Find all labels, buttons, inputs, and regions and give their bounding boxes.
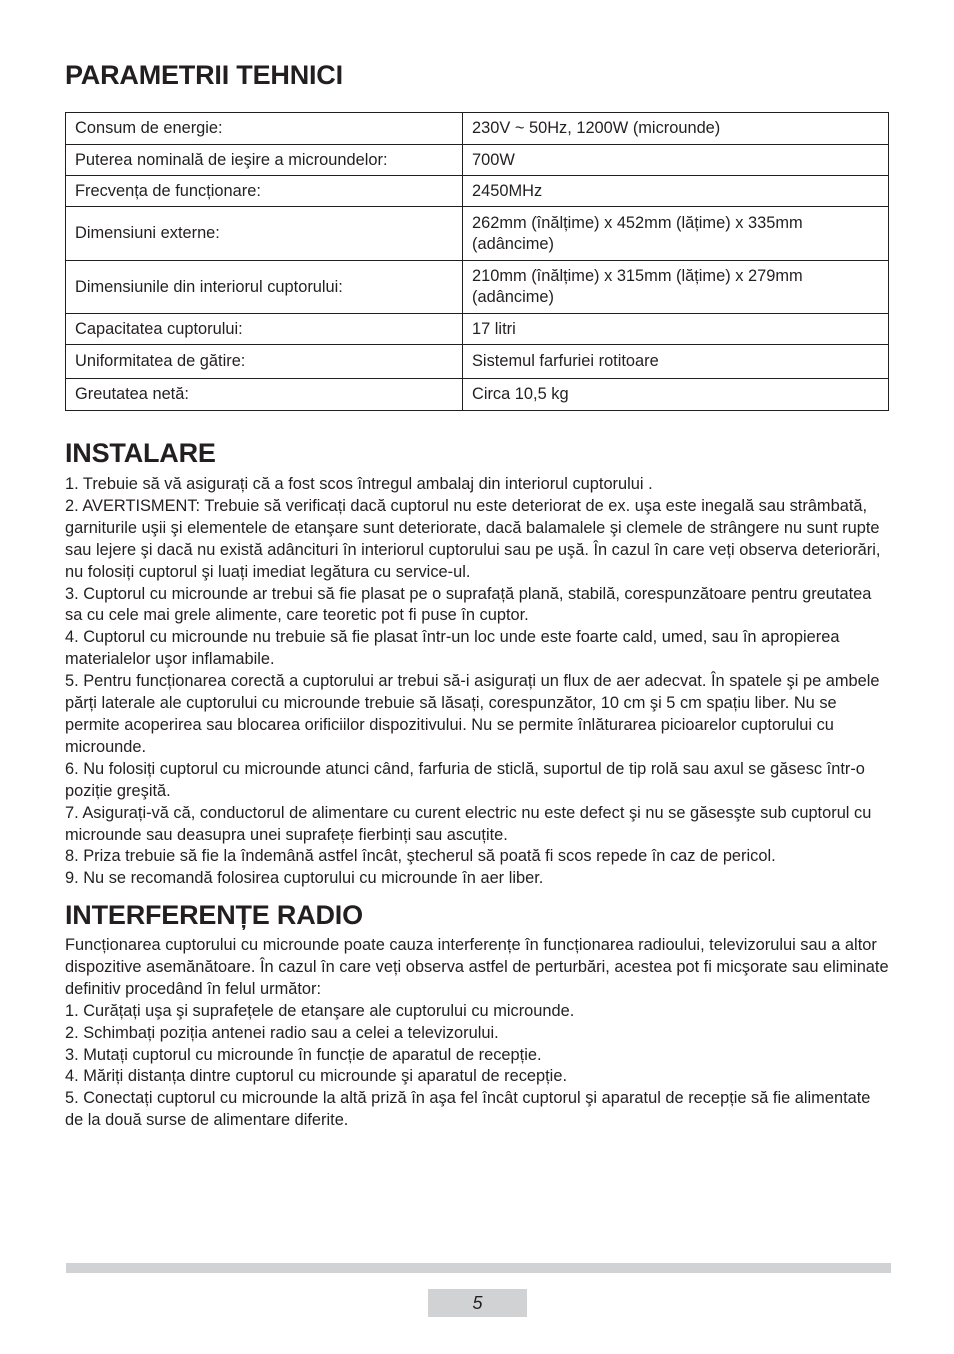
- spec-value: Sistemul farfuriei rotitoare: [463, 345, 889, 379]
- table-row: [66, 176, 889, 207]
- table-row: [66, 145, 889, 176]
- table-row: [66, 379, 889, 411]
- list-item: 4. Cuptorul cu microunde nu trebuie să fie plasat într-un loc unde este foarte cald, umed, sau în apropierea materialelor uşor inflamabile.: [65, 628, 840, 669]
- radio-section: [65, 935, 889, 1132]
- list-item: 4. Măriți distanța dintre cuptorul cu microunde şi aparatul de recepție.: [65, 1067, 567, 1086]
- list-item: 5. Pentru funcționarea corectă a cuptorului ar trebui să-i asigurați un flux de aer adecvat. În spatele şi pe ambele părți laterale ale cuptorului cu microunde trebuie să lăsați, corespunzător, 10 cm şi 5 cm spațiu liber. Nu se permite acoperirea sau blocarea orificiilor dispozitivului. Nu se permite înlăturarea picioarelor cuptorului cu microunde.: [65, 672, 880, 756]
- tech-specs-table: [65, 112, 889, 411]
- list-item: 6. Nu folosiți cuptorul cu microunde atunci când, farfuria de sticlă, suportul de tip rolă sau axul se găsesc într-o poziție greşită.: [65, 759, 865, 800]
- spec-key: Frecvența de funcționare:: [66, 176, 463, 207]
- radio-intro: Funcționarea cuptorului cu microunde poate cauza interferențe în funcționarea radioului, televizorului sau a altor dispozitive asemănătoare. În cazul în care veți observa astfel de perturbări, acestea pot fi micşorate sau eliminate definitiv procedând în felul următor:: [65, 936, 889, 998]
- spec-key: Puterea nominală de ieşire a microundelor:: [66, 145, 463, 176]
- spec-value: Circa 10,5 kg: [463, 379, 889, 411]
- table-row: [66, 314, 889, 345]
- list-item: 2. Schimbați poziția antenei radio sau a celei a televizorului.: [65, 1023, 499, 1042]
- spec-value: 17 litri: [463, 314, 889, 345]
- list-item: 3. Mutați cuptorul cu microunde în funcție de aparatul de recepție.: [65, 1045, 542, 1064]
- spec-value: 210mm (înălțime) x 315mm (lățime) x 279mm (adâncime): [463, 261, 889, 314]
- list-item: 3. Cuptorul cu microunde ar trebui să fie plasat pe o suprafață plană, stabilă, corespunzătoare pentru greutatea sa cu cele mai grele alimente, care teoretic pot fi puse în cuptor.: [65, 584, 872, 625]
- list-item: 7. Asigurați-vă că, conductorul de alimentare cu curent electric nu este defect şi nu se găsesşte sub cuptorul cu microunde sau deasupra unei suprafețe fierbinți sau ascuțite.: [65, 803, 872, 844]
- list-item: 8. Priza trebuie să fie la îndemână astfel încât, ştecherul să poată fi scos repede în caz de pericol.: [65, 847, 776, 866]
- spec-key: Dimensiuni externe:: [66, 207, 463, 261]
- table-row: [66, 207, 889, 261]
- spec-value: 700W: [463, 145, 889, 176]
- spec-value: 262mm (înălțime) x 452mm (lățime) x 335mm (adâncime): [463, 207, 889, 261]
- radio-heading: INTERFERENȚE RADIO: [65, 900, 363, 930]
- table-row: [66, 345, 889, 379]
- tech-heading: PARAMETRII TEHNICI: [65, 60, 343, 90]
- spec-value: 2450MHz: [463, 176, 889, 207]
- spec-key: Capacitatea cuptorului:: [66, 314, 463, 345]
- list-item: 2. AVERTISMENT: Trebuie să verificați dacă cuptorul nu este deteriorat de ex. uşa este inegală sau strâmbată, garniturile uşii şi elementele de etanşare sunt deteriorate, dacă balamalele şi clemele de strângere nu sunt rupte sau lejere şi dacă nu există adâncituri în interiorul cuptorului sau pe uşă. În cazul în care veți observa deteriorări, nu folosiți cuptorul şi luați imediat legătura cu service-ul.: [65, 496, 881, 581]
- page-number: 5: [428, 1289, 527, 1317]
- list-item: 1. Curățați uşa şi suprafețele de etanşare ale cuptorului cu microunde.: [65, 1001, 575, 1020]
- spec-value: 230V ~ 50Hz, 1200W (microunde): [463, 113, 889, 145]
- table-row: [66, 113, 889, 145]
- spec-key: Greutatea netă:: [66, 379, 463, 411]
- list-item: 5. Conectați cuptorul cu microunde la altă priză în aşa fel încât cuptorul şi aparatul de recepție să fie alimentate de la două surse de alimentare diferite.: [65, 1089, 871, 1130]
- install-list: [65, 474, 889, 890]
- spec-key: Uniformitatea de gătire:: [66, 345, 463, 379]
- footer-divider: [66, 1263, 891, 1273]
- list-item: 1. Trebuie să vă asigurați că a fost scos întregul ambalaj din interiorul cuptorului .: [65, 475, 653, 493]
- spec-key: Dimensiunile din interiorul cuptorului:: [66, 261, 463, 314]
- spec-key: Consum de energie:: [66, 113, 463, 145]
- table-row: [66, 261, 889, 314]
- list-item: 9. Nu se recomandă folosirea cuptorului cu microunde în aer liber.: [65, 869, 544, 888]
- install-heading: INSTALARE: [65, 438, 216, 468]
